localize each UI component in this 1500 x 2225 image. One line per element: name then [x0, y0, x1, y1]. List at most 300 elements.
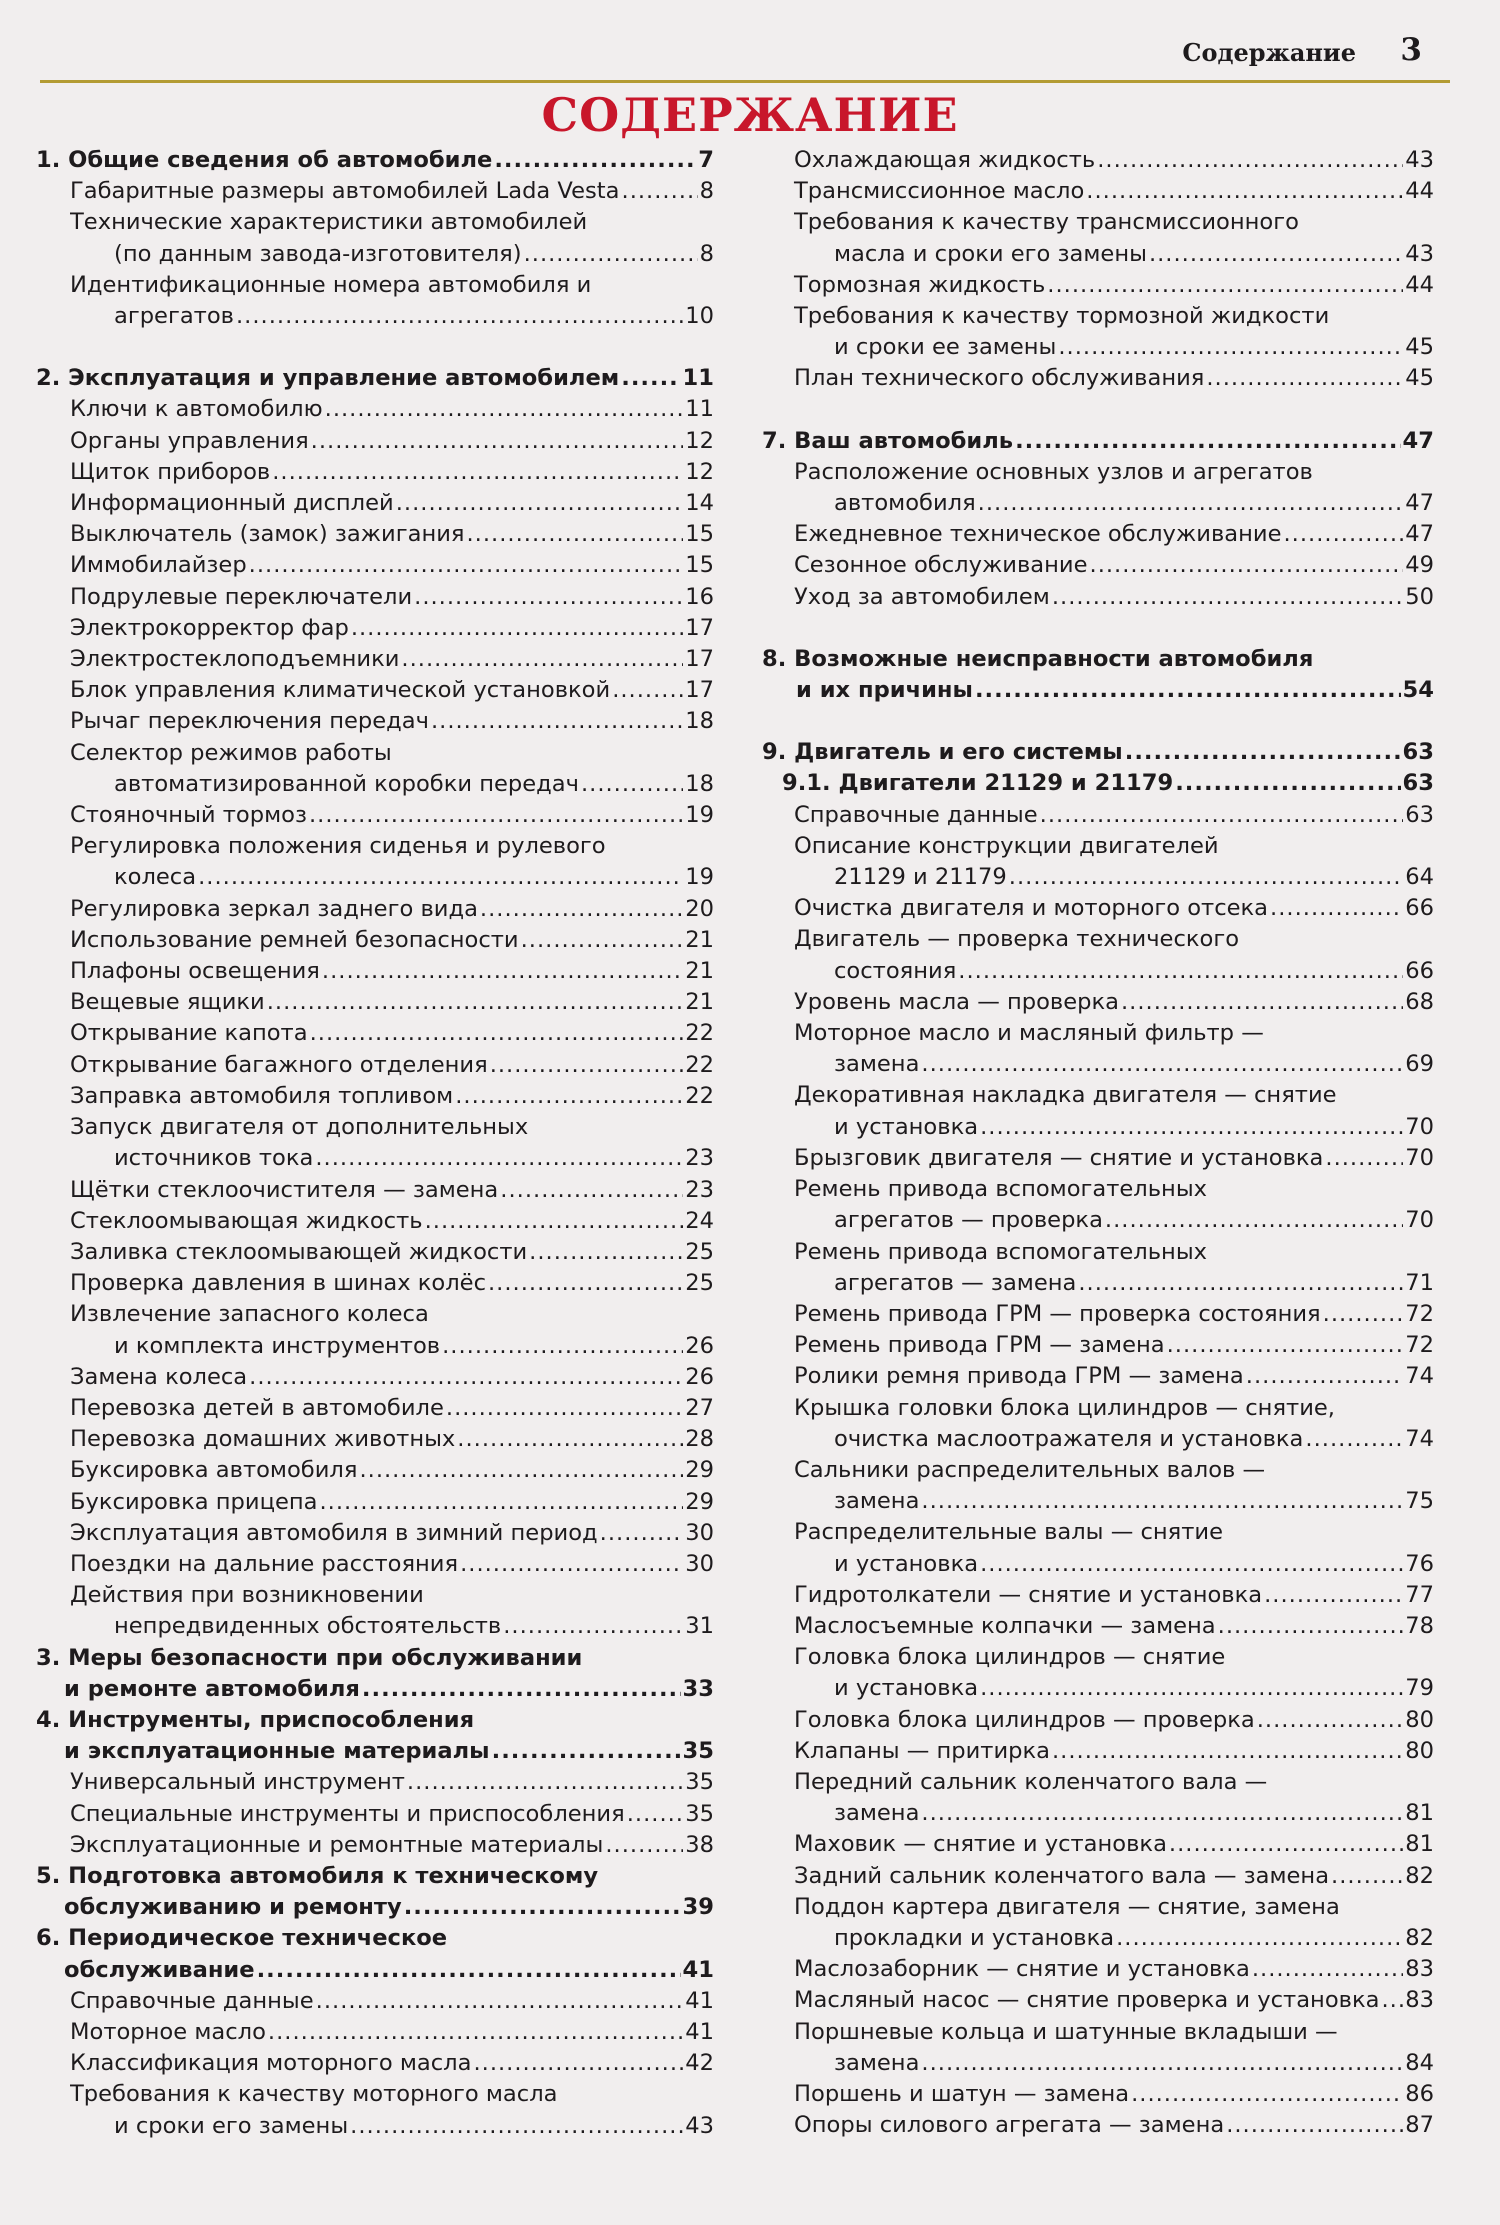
toc-page-number: 74 — [1405, 1425, 1434, 1452]
toc-page-number: 11 — [685, 396, 714, 423]
toc-entry — [752, 1361, 1434, 1392]
toc-entry-text: и эксплуатационные материалы — [64, 1738, 490, 1765]
dot-leader — [1325, 1143, 1403, 1174]
toc-page-number: 25 — [685, 1270, 714, 1297]
toc-entry-text: очистка маслоотражателя и установка — [834, 1425, 1304, 1452]
page-title: СОДЕРЖАНИЕ — [541, 88, 959, 142]
toc-entry — [28, 1986, 714, 2017]
toc-entry-text: Тормозная жидкость — [794, 271, 1046, 298]
toc-entry — [752, 1580, 1434, 1611]
dot-leader — [921, 2048, 1403, 2079]
toc-page-number: 41 — [685, 1987, 714, 2014]
toc-page-number: 83 — [1405, 1987, 1434, 2014]
toc-entry — [752, 1330, 1434, 1361]
toc-entry-text: Описание конструкции двигателей — [794, 832, 1219, 859]
toc-entry-text: Сальники распределительных валов — — [794, 1456, 1266, 1483]
toc-entry — [28, 738, 714, 800]
dot-leader — [980, 1673, 1403, 1704]
dot-leader — [1125, 737, 1401, 768]
toc-entry-text: Вещевые ящики — [70, 989, 265, 1016]
toc-page-number: 35 — [685, 1769, 714, 1796]
dot-leader — [1058, 332, 1403, 363]
toc-entry-text: Охлаждающая жидкость — [794, 147, 1096, 173]
dot-leader — [1121, 987, 1403, 1018]
dot-leader — [503, 1611, 683, 1642]
dot-leader — [404, 1892, 681, 1923]
dot-leader — [351, 613, 683, 644]
toc-entry-text: Трансмиссионное масло — [794, 178, 1085, 205]
toc-entry-text: Иммобилайзер — [70, 552, 247, 579]
dot-leader — [268, 2017, 683, 2048]
toc-entry-text: Выключатель (замок) зажигания — [70, 521, 465, 548]
toc-entry — [28, 270, 714, 332]
toc-page-number: 47 — [1402, 427, 1434, 454]
toc-page-number: 27 — [685, 1394, 714, 1421]
toc-entry-text: Гидротолкатели — снятие и установка — [794, 1581, 1263, 1608]
toc-entry-text: и их причины — [796, 677, 973, 704]
toc-entry-text: Классификация моторного масла — [70, 2050, 472, 2077]
toc-entry-text: источников тока — [114, 1145, 314, 1172]
toc-entry — [752, 893, 1434, 924]
toc-entry — [752, 1393, 1434, 1455]
toc-entry — [752, 2017, 1434, 2079]
toc-page-number: 14 — [685, 490, 714, 517]
toc-entry-text: Декоративная накладка двигателя — снятие — [794, 1082, 1337, 1109]
toc-entry — [28, 1487, 714, 1518]
toc-entry — [752, 1455, 1434, 1517]
dot-leader — [980, 1112, 1403, 1143]
toc-page-number: 17 — [685, 614, 714, 641]
dot-leader — [1226, 2110, 1403, 2141]
toc-page-number: 38 — [685, 1831, 714, 1858]
dot-leader — [1009, 862, 1403, 893]
dot-leader — [1381, 1985, 1403, 2016]
dot-leader — [1149, 239, 1403, 270]
toc-page-number: 19 — [685, 864, 714, 891]
dot-leader — [524, 239, 698, 270]
toc-entry-text: замена — [834, 2049, 920, 2076]
dot-leader — [921, 1798, 1403, 1829]
toc-entry — [28, 550, 714, 581]
toc-entry-text: 8. Возможные неисправности автомобиля — [762, 645, 1314, 672]
toc-page-number: 24 — [685, 1207, 714, 1234]
toc-entry-text: Действия при возникновении — [70, 1582, 424, 1609]
toc-entry — [28, 1050, 714, 1081]
dot-leader — [460, 1549, 683, 1580]
toc-page-number: 66 — [1405, 957, 1434, 984]
toc-entry — [28, 1018, 714, 1049]
toc-page-number: 35 — [682, 1738, 714, 1765]
toc-entry-text: 21129 и 21179 — [834, 864, 1007, 891]
toc-chapter-entry — [752, 644, 1434, 706]
dot-leader — [362, 1674, 681, 1705]
toc-entry-text: Брызговик двигателя — снятие и установка — [794, 1144, 1324, 1171]
toc-entry — [28, 894, 714, 925]
toc-entry-text: Специальные инструменты и приспособления — [70, 1800, 625, 1827]
toc-entry — [752, 1611, 1434, 1642]
dot-leader — [1047, 270, 1403, 301]
toc-entry-text: Уход за автомобилем — [794, 583, 1050, 610]
dot-leader — [1206, 363, 1403, 394]
toc-entry-text: Регулировка положения сиденья и рулевого — [70, 833, 606, 860]
toc-page-number: 80 — [1405, 1737, 1434, 1764]
dot-leader — [975, 675, 1401, 706]
toc-entry — [28, 207, 714, 269]
toc-page-number: 12 — [685, 458, 714, 485]
toc-entry — [28, 644, 714, 675]
toc-entry-text: Головка блока цилиндров — проверка — [794, 1706, 1255, 1733]
toc-entry — [28, 1175, 714, 1206]
toc-page-number: 8 — [699, 240, 714, 267]
toc-entry-text: 2. Эксплуатация и управление автомобилем — [36, 365, 620, 392]
toc-entry — [28, 831, 714, 893]
toc-page-number: 76 — [1405, 1550, 1434, 1577]
toc-entry-text: Крышка головки блока цилиндров — снятие, — [794, 1394, 1335, 1421]
toc-entry — [28, 1424, 714, 1455]
toc-chapter-entry — [752, 768, 1434, 799]
toc-entry-text: 9.1. Двигатели 21129 и 21179 — [782, 770, 1174, 797]
toc-entry-text: обслуживанию и ремонту — [64, 1894, 402, 1921]
toc-page-number: 81 — [1405, 1831, 1434, 1858]
toc-entry — [752, 2079, 1434, 2110]
toc-entry — [752, 1767, 1434, 1829]
toc-page-number: 17 — [685, 677, 714, 704]
toc-entry — [28, 1206, 714, 1237]
dot-leader — [490, 1050, 684, 1081]
toc-entry — [28, 1549, 714, 1580]
toc-right-column — [752, 145, 1434, 2141]
dot-leader — [1270, 893, 1403, 924]
toc-page-number: 70 — [1405, 1207, 1434, 1234]
toc-page-number: 12 — [685, 427, 714, 454]
toc-entry — [752, 1080, 1434, 1142]
toc-page-number: 43 — [1405, 147, 1434, 173]
dot-leader — [446, 1393, 683, 1424]
toc-chapter-entry — [28, 145, 714, 176]
toc-entry-text: Расположение основных узлов и агрегатов — [794, 458, 1313, 485]
toc-entry-text: агрегатов — [114, 303, 234, 330]
toc-entry — [28, 1268, 714, 1299]
toc-entry-text: Моторное масло — [70, 2018, 266, 2045]
toc-page-number: 11 — [682, 365, 714, 392]
toc-page-number: 10 — [685, 303, 714, 330]
toc-entry-text: Требования к качеству тормозной жидкости — [794, 303, 1330, 330]
dot-leader — [1090, 550, 1404, 581]
toc-entry-text: Ключи к автомобилю — [70, 396, 323, 423]
toc-entry-text: Задний сальник коленчатого вала — замена — [794, 1862, 1330, 1889]
toc-entry-text: Использование ремней безопасности — [70, 926, 519, 953]
dot-leader — [958, 956, 1403, 987]
toc-page-number: 84 — [1405, 2049, 1434, 2076]
toc-page-number: 17 — [685, 646, 714, 673]
toc-entry-text: Клапаны — притирка — [794, 1737, 1050, 1764]
toc-entry — [752, 301, 1434, 363]
toc-page-number: 75 — [1405, 1488, 1434, 1515]
toc-entry — [28, 2048, 714, 2079]
toc-page-number: 23 — [685, 1176, 714, 1203]
dot-leader — [457, 1424, 683, 1455]
toc-entry-text: Эксплуатация автомобиля в зимний период — [70, 1519, 598, 1546]
toc-entry-text: Рычаг переключения передач — [70, 708, 429, 735]
toc-entry-text: Масляный насос — снятие проверка и установка — [794, 1987, 1380, 2014]
toc-entry — [752, 2110, 1434, 2141]
dot-leader — [350, 2111, 683, 2142]
toc-entry-text: Стояночный тормоз — [70, 802, 307, 829]
dot-leader — [1257, 1705, 1404, 1736]
toc-page-number: 41 — [685, 2018, 714, 2045]
toc-entry-text: Открывание багажного отделения — [70, 1051, 488, 1078]
running-header-label: Содержание — [1182, 38, 1356, 67]
toc-page-number: 77 — [1405, 1581, 1434, 1608]
toc-entry-text: состояния — [834, 957, 957, 984]
toc-chapter-entry — [28, 1923, 714, 1985]
toc-chapter-entry — [752, 737, 1434, 768]
toc-entry-text: Электрокорректор фар — [70, 614, 349, 641]
toc-entry — [752, 924, 1434, 986]
toc-page-number: 22 — [685, 1051, 714, 1078]
dot-leader — [309, 800, 683, 831]
dot-leader — [249, 550, 684, 581]
toc-entry-text: Головка блока цилиндров — снятие — [794, 1644, 1226, 1671]
dot-leader — [1052, 582, 1403, 613]
toc-entry-text: Требования к качеству трансмиссионного — [794, 209, 1299, 236]
toc-page-number: 18 — [685, 708, 714, 735]
toc-page-number: 20 — [685, 895, 714, 922]
dot-leader — [310, 1018, 684, 1049]
toc-entry-text: Справочные данные — [70, 1987, 314, 2014]
toc-entry — [752, 1954, 1434, 1985]
toc-page-number: 72 — [1405, 1300, 1434, 1327]
toc-entry-text: и ремонте автомобиля — [64, 1675, 360, 1702]
dot-leader — [1040, 800, 1404, 831]
toc-entry — [28, 1081, 714, 1112]
toc-page-number: 41 — [682, 1956, 714, 1983]
toc-page-number: 45 — [1405, 334, 1434, 361]
toc-entry-text: прокладки и установка — [834, 1924, 1115, 1951]
toc-entry-text: агрегатов — проверка — [834, 1207, 1103, 1234]
toc-entry — [752, 831, 1434, 893]
toc-entry-text: и сроки его замены — [114, 2112, 349, 2139]
toc-entry — [28, 2079, 714, 2141]
toc-entry-text: Технические характеристики автомобилей — [70, 209, 588, 236]
toc-page-number: 35 — [685, 1800, 714, 1827]
toc-page-number: 7 — [698, 147, 714, 173]
toc-entry — [28, 457, 714, 488]
toc-entry-text: Перевозка детей в автомобиле — [70, 1394, 444, 1421]
toc-entry — [28, 956, 714, 987]
toc-entry-text: автомобиля — [834, 490, 976, 517]
toc-entry-text: Требования к качеству моторного масла — [70, 2081, 558, 2108]
toc-entry — [752, 1736, 1434, 1767]
toc-entry — [28, 613, 714, 644]
toc-entry-text: Запуск двигателя от дополнительных — [70, 1114, 529, 1141]
toc-page-number: 81 — [1405, 1800, 1434, 1827]
page-number: 3 — [1400, 32, 1422, 68]
toc-entry — [28, 675, 714, 706]
dot-leader — [257, 1955, 681, 1986]
toc-entry-text: 6. Периодическое техническое — [36, 1925, 448, 1952]
dot-leader — [1175, 768, 1400, 799]
toc-page-number: 63 — [1402, 770, 1434, 797]
dot-leader — [978, 488, 1404, 519]
dot-leader — [1015, 426, 1400, 457]
toc-page-number: 72 — [1405, 1332, 1434, 1359]
toc-entry-text: Регулировка зеркал заднего вида — [70, 895, 478, 922]
dot-leader — [980, 1549, 1403, 1580]
toc-page-number: 29 — [685, 1488, 714, 1515]
toc-entry-text: Селектор режимов работы — [70, 739, 392, 766]
toc-page-number: 79 — [1405, 1675, 1434, 1702]
toc-entry — [752, 1985, 1434, 2016]
toc-entry-text: Маслосъемные колпачки — замена — [794, 1612, 1216, 1639]
toc-entry-text: Извлечение запасного колеса — [70, 1301, 429, 1328]
toc-entry — [28, 426, 714, 457]
toc-entry-text: Эксплуатационные и ремонтные материалы — [70, 1831, 604, 1858]
dot-leader — [311, 426, 684, 457]
toc-page-number: 21 — [685, 989, 714, 1016]
toc-entry — [28, 488, 714, 519]
toc-entry-text: Электростеклоподъемники — [70, 646, 400, 673]
dot-leader — [921, 1486, 1403, 1517]
toc-entry-text: Поршневые кольца и шатунные вкладыши — — [794, 2018, 1338, 2045]
dot-leader — [492, 1736, 681, 1767]
toc-entry-text: 9. Двигатель и его системы — [762, 739, 1123, 766]
dot-leader — [407, 1767, 683, 1798]
dot-leader — [1264, 1580, 1403, 1611]
toc-entry-text: и сроки ее замены — [834, 334, 1057, 361]
toc-entry-text: Универсальный инструмент — [70, 1769, 405, 1796]
toc-entry — [752, 1174, 1434, 1236]
toc-entry-text: Ремень привода вспомогательных — [794, 1238, 1208, 1265]
dot-leader — [600, 1518, 684, 1549]
toc-entry-text: Заправка автомобиля топливом — [70, 1082, 454, 1109]
toc-entry-text: Ролики ремня привода ГРМ — замена — [794, 1363, 1244, 1390]
dot-leader — [500, 1175, 683, 1206]
dot-leader — [473, 2048, 683, 2079]
toc-entry-text: 5. Подготовка автомобиля к техническому — [36, 1862, 599, 1889]
dot-leader — [442, 1331, 683, 1362]
toc-entry — [752, 1642, 1434, 1704]
toc-entry — [28, 800, 714, 831]
toc-chapter-entry — [28, 363, 714, 394]
toc-page-number: 64 — [1405, 864, 1434, 891]
toc-page-number: 8 — [699, 178, 714, 205]
toc-page-number: 71 — [1405, 1269, 1434, 1296]
toc-entry-text: непредвиденных обстоятельств — [114, 1613, 502, 1640]
toc-entry-text: Стеклоомывающая жидкость — [70, 1207, 423, 1234]
toc-entry — [752, 1892, 1434, 1954]
toc-entry — [28, 2017, 714, 2048]
dot-leader — [396, 488, 684, 519]
dot-leader — [401, 644, 683, 675]
toc-page-number: 82 — [1405, 1862, 1434, 1889]
toc-page-number: 69 — [1405, 1051, 1434, 1078]
toc-entry-text: Идентификационные номера автомобиля и — [70, 271, 592, 298]
toc-entry-text: Сезонное обслуживание — [794, 552, 1088, 579]
toc-entry — [28, 1393, 714, 1424]
toc-entry — [28, 1799, 714, 1830]
dot-leader — [414, 582, 683, 613]
toc-entry — [28, 1299, 714, 1361]
dot-leader — [316, 1986, 684, 2017]
dot-leader — [249, 1362, 683, 1393]
toc-page-number: 18 — [685, 770, 714, 797]
toc-entry-text: замена — [834, 1051, 920, 1078]
toc-entry-text: 1. Общие сведения об автомобиле — [36, 147, 493, 173]
toc-left-column — [28, 145, 714, 2142]
toc-chapter-entry — [752, 426, 1434, 457]
dot-leader — [1052, 1736, 1403, 1767]
toc-entry-text: Плафоны освещения — [70, 958, 320, 985]
dot-leader — [359, 1455, 683, 1486]
toc-entry-text: автоматизированной коробки передач — [114, 770, 579, 797]
toc-page-number: 30 — [685, 1519, 714, 1546]
toc-page-number: 78 — [1405, 1612, 1434, 1639]
toc-entry — [28, 1237, 714, 1268]
toc-entry-text: Поездки на дальние расстояния — [70, 1550, 459, 1577]
toc-entry-text: Открывание капота — [70, 1020, 308, 1047]
toc-entry-text: Проверка давления в шинах колёс — [70, 1270, 486, 1297]
toc-entry — [752, 176, 1434, 207]
dot-leader — [1283, 519, 1403, 550]
toc-entry-text: и установка — [834, 1550, 979, 1577]
dot-leader — [431, 706, 683, 737]
toc-entry-text: Справочные данные — [794, 801, 1038, 828]
toc-entry — [28, 1112, 714, 1174]
toc-page-number: 22 — [685, 1082, 714, 1109]
toc-page-number: 33 — [682, 1675, 714, 1702]
dot-leader — [1167, 1330, 1404, 1361]
dot-leader — [521, 925, 684, 956]
dot-leader — [272, 457, 683, 488]
dot-leader — [605, 1830, 683, 1861]
toc-page-number: 25 — [685, 1238, 714, 1265]
toc-page-number: 80 — [1405, 1706, 1434, 1733]
toc-entry-text: 7. Ваш автомобиль — [762, 427, 1014, 454]
toc-entry — [28, 987, 714, 1018]
dot-leader — [455, 1081, 683, 1112]
toc-entry — [28, 1455, 714, 1486]
toc-entry-text: Ремень привода ГРМ — замена — [794, 1332, 1165, 1359]
toc-page-number: 22 — [685, 1020, 714, 1047]
dot-leader — [921, 1049, 1403, 1080]
toc-page-number: 50 — [1405, 583, 1434, 610]
toc-page-number: 39 — [682, 1894, 714, 1921]
toc-page-number: 47 — [1405, 521, 1434, 548]
dot-leader — [1246, 1361, 1403, 1392]
dot-leader — [319, 1487, 683, 1518]
dot-leader — [1116, 1923, 1403, 1954]
toc-entry-text: Щётки стеклоочистителя — замена — [70, 1176, 499, 1203]
toc-page-number: 45 — [1405, 365, 1434, 392]
toc-entry — [752, 1018, 1434, 1080]
toc-entry-text: Уровень масла — проверка — [794, 988, 1119, 1015]
toc-entry — [752, 1237, 1434, 1299]
toc-page-number: 19 — [685, 802, 714, 829]
toc-entry — [752, 987, 1434, 1018]
toc-entry — [28, 176, 714, 207]
toc-entry-text: (по данным завода-изготовителя) — [114, 240, 522, 267]
toc-page-number: 15 — [685, 521, 714, 548]
toc-entry — [752, 1829, 1434, 1860]
toc-page-number: 28 — [685, 1426, 714, 1453]
toc-entry-text: обслуживание — [64, 1956, 255, 1983]
dot-leader — [581, 769, 683, 800]
toc-page-number: 63 — [1402, 739, 1434, 766]
toc-entry-text: замена — [834, 1800, 920, 1827]
dot-leader — [267, 987, 684, 1018]
toc-entry-text: и установка — [834, 1675, 979, 1702]
